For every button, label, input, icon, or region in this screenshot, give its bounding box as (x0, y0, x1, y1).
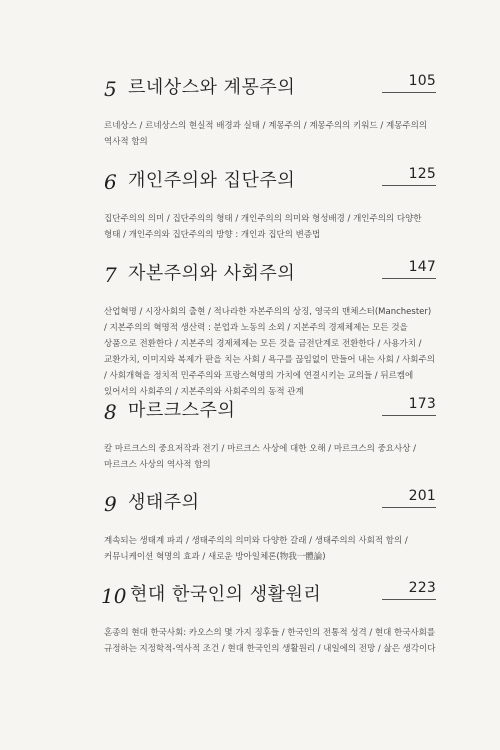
chapter-number: 7 (104, 263, 117, 287)
chapter-entry (101, 580, 436, 657)
page-leader-rule (382, 185, 436, 186)
chapter-page-number: 201 (408, 488, 436, 504)
chapter-page-number: 125 (408, 166, 436, 182)
chapter-summary: 르네상스 / 르네상스의 현실적 배경과 실태 / 계몽주의 / 계몽주의의 키워드 / 계몽주의의 역사적 함의 (104, 121, 428, 147)
chapter-summary: 칼 마르크스의 중요저작과 전기 / 마르크스 사상에 대한 오해 / 마르크스의 중요사상 / 마르크스 사상의 역사적 함의 (104, 444, 416, 470)
chapter-entry (104, 261, 436, 400)
chapter-header (104, 168, 436, 196)
chapter-number: 9 (104, 492, 117, 516)
chapter-number: 6 (104, 170, 117, 194)
chapter-page-number: 173 (408, 396, 436, 412)
chapter-entry (104, 168, 436, 243)
chapter-header (104, 490, 436, 518)
chapter-summary: 계속되는 생태계 파괴 / 생태주의의 의미와 다양한 갈래 / 생태주의의 사회적 함의 / 커뮤니케이션 혁명의 효과 / 새로운 방아일체론(物我一體論) (104, 536, 408, 562)
page-leader-rule (382, 415, 436, 416)
chapter-header (101, 580, 436, 610)
page-leader-rule (382, 278, 436, 279)
chapter-number: 10 (101, 584, 127, 608)
chapter-summary: 혼종의 현대 한국사회: 카오스의 몇 가지 징후들 / 한국인의 전통적 성격 / 현대 한국사회를 규정하는 지정학적-역사적 조건 / 현대 한국인의 생활원리 / 내일에의 전망 / 삶은 생각이다 (104, 628, 436, 654)
chapter-title: 마르크스주의 (128, 400, 236, 421)
chapter-number: 8 (104, 400, 117, 424)
chapter-title: 자본주의와 사회주의 (128, 263, 296, 284)
page-leader-rule (382, 507, 436, 508)
chapter-header (104, 398, 436, 426)
chapter-title: 생태주의 (128, 492, 200, 513)
chapter-entry (104, 75, 436, 150)
chapter-page-number: 105 (408, 73, 436, 89)
chapter-title: 르네상스와 계몽주의 (128, 77, 296, 98)
page-leader-rule (382, 599, 436, 600)
chapter-page-number: 223 (408, 580, 436, 596)
chapter-entry (104, 490, 436, 565)
page-leader-rule (382, 92, 436, 93)
chapter-number: 5 (104, 77, 117, 101)
chapter-summary: 집단주의의 의미 / 집단주의의 형태 / 개인주의의 의미와 형성배경 / 개인주의의 다양한 형태 / 개인주의와 집단주의의 방향 : 개인과 집단의 변증법 (104, 214, 422, 240)
chapter-header (104, 261, 436, 289)
chapter-title: 현대 한국인의 생활원리 (130, 584, 322, 605)
chapter-title: 개인주의와 집단주의 (128, 170, 296, 191)
chapter-header (104, 75, 436, 103)
chapter-page-number: 147 (408, 259, 436, 275)
chapter-summary: 산업혁명 / 시장사회의 출현 / 적나라한 자본주의의 상징, 영국의 맨체스터(Manchester) / 지본주의의 혁명적 생산력 : 분업과 노동의 소외 / 지본주의 경제체제는 모든 것을 상품으로 전환한다 / 지본주의 경제체제는 모든 것을 금전단계로 전환한다 / 사용가치 / 교환가치, 이미지와 복제가 판을 치는 사회 / 욕구를 끊임없이 만들어 내는 사회 / 사회주의 / 사회개혁을 정치적 민주주의와 프랑스혁명의 가치에 연결시키는 교의들 / 뒤르켐에 있어서의 사회주의 / 지본주의와 사회주의의 동적 관계 (104, 307, 435, 397)
chapter-entry (104, 398, 436, 473)
